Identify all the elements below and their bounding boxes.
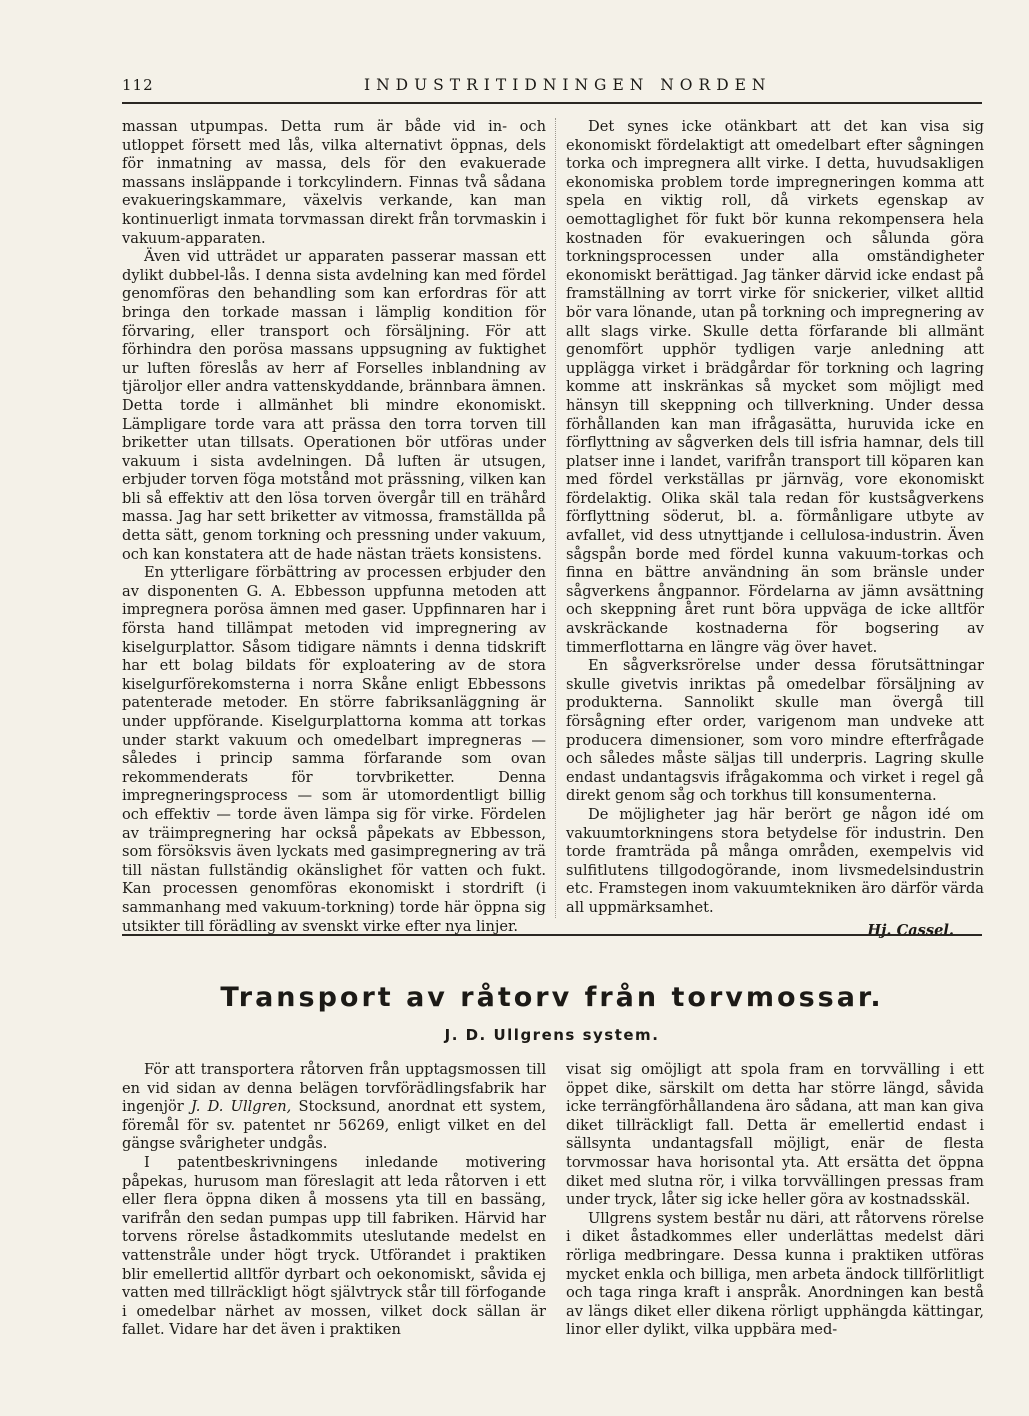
paragraph: Det synes icke otänkbart att det kan visa sig ekonomiskt fördelaktigt att omedelbart efter sågningen torka och impregnera allt virke. I detta, huvudsakligen ekonomiska problem torde impregneringen komma att spela en viktig roll, då virkets egenskap av oemottaglighet för fukt bör kunna rekompensera hela kostnaden för evakueringen och sålunda göra torkningsprocessen under alla omständigheter ekonomiskt berättigad. Jag tänker därvid icke endast på framställning av torrt virke för snickerier, vilket alltid bör vara lönande, utan på torkning och impregnering av allt slags virke. Skulle detta förfarande bli allmänt genomfört upphör tydligen varje anledning att upplägga virket i brädgårdar för torkning och lagring komme att inskränkas så mycket som möjligt med hänsyn till skeppning och tillverkning. Under dessa förhållanden kan man ifrågasätta, huruvida icke en förflyttning av sågverken dels till isfria hamnar, dels till platser inne i landet, varifrån transport till köparen kan med fördel verkställas pr järnväg, vore ekonomiskt fördelaktig. Olika skäl tala redan för kustsågverkens förflyttning söderut, bl. a. förmånligare utbyte av avfallet, vid dess utnyttjande i cellulosa-industrin. Även sågspån borde med fördel kunna vakuum-torkas och finna en bättre användning än som bränsle under sågverkens ångpannor. Fördelarna av jämn avsättning och skeppning året runt böra uppväga de icke alltför avskräckande kostnaderna för bogsering av timmerflottarna en längre väg över havet. (566, 118, 984, 656)
column-bottom-right (566, 1061, 984, 1340)
column-top-left (122, 118, 546, 936)
paragraph: I patentbeskrivningens inledande motivering påpekas, hurusom man föreslagit att leda råtorven i ett eller flera öppna diken å mossens yta till en bassäng, varifrån den sedan pumpas upp till fabriken. Härvid har torvens rörelse åstadkommits uteslutande medelst en vattenstråle under högt tryck. Utförandet i praktiken blir emellertid alltför dyrbart och oekonomiskt, såvida ej vatten med tillräckligt högt självtryck står till förfogande i omedelbar närhet av mossen, vilket dock sällan är fallet. Vidare har det även i praktiken (122, 1153, 546, 1339)
article-title: Transport av råtorv från torvmossar. (220, 982, 884, 1013)
article-subtitle: J. D. Ullgrens system. (444, 1026, 660, 1044)
column-divider (555, 118, 556, 918)
running-title: INDUSTRITIDNINGEN NORDEN (364, 76, 772, 94)
paragraph: Ullgrens system består nu däri, att råtorvens rörelse i diket åstadkommes eller underlättas medelst däri rörliga medbringare. Dessa kunna i praktiken utföras mycket enkla och billiga, men arbeta ändock tillförlitligt och taga ringa kraft i anspråk. Anordningen kan bestå av längs diket eller dikena rörligt upphängda kättingar, linor eller dylikt, vilka uppbära med- (566, 1209, 984, 1339)
inventor-name: J. D. Ullgren, (190, 1098, 292, 1116)
page-number: 112 (122, 76, 154, 94)
paragraph: En sågverksrörelse under dessa förutsättningar skulle givetvis inriktas på omedelbar försäljning av produkterna. Sannolikt skulle man övergå till försågning efter order, varigenom man undveke att producera dimensioner, som voro mindre efterfrågade och således måste säljas till underpris. Lagring skulle endast undantagsvis ifrågakomma och virket i regel gå direkt genom såg och torkhus till konsumenterna. (566, 657, 984, 805)
running-header (122, 76, 982, 102)
paragraph: De möjligheter jag här berört ge någon idé om vakuumtorkningens stora betydelse för industrin. Den torde framträda på många områden, exempelvis vid sulfitlutens tillgodogörande, inom livsmedelsindustrin etc. Framstegen inom vakuumtekniken äro därför värda all uppmärksamhet. (566, 805, 984, 916)
paragraph: visat sig omöjligt att spola fram en torvvälling i ett öppet dike, särskilt om detta har större längd, såvida icke terrängförhållandena äro sådana, att man kan giva diket tillräckligt fall. Detta är emellertid endast i sällsynta undantagsfall möjligt, enär de flesta torvmossar hava horisontal yta. Att ersätta det öppna diket med slutna rör, i vilka torvvällingen pressas fram under tryck, låter sig icke heller göra av kostnadsskäl. (566, 1061, 984, 1209)
text-run: Stocksund, anordnat ett system, föremål för sv. patentet nr 56269, enligt vilket en del gängse svårigheter undgås. (122, 1098, 546, 1153)
paragraph: En ytterligare förbättring av processen erbjuder den av disponenten G. A. Ebbesson uppfunna metoden att impregnera porösa ämnen med gaser. Uppfinnaren har i första hand tillämpat metoden vid impregnering av kiselgurplattor. Såsom tidigare nämnts i denna tidskrift har ett bolag bildats för exploatering av de stora kiselgurförekomsterna i norra Skåne enligt Ebbessons patenterade metoder. En större fabriksanläggning är under uppförande. Kiselgurplattorna komma att torkas under starkt vakuum och omedelbart impregneras — således i princip samma förfarande som ovan rekommenderats för torvbriketter. Denna impregneringsprocess — som är utomordentligt billig och effektiv — torde även lämpa sig för virke. Fördelen av träimpregnering har också påpekats av Ebbesson, som försöksvis även lyckats med gasimpregnering av trä till nästan fullständig okänslighet för vatten och fukt. Kan processen genomföras ekonomiskt i stordrift (i sammanhang med vakuum-torkning) torde här öppna sig utsikter till förädling av svenskt virke efter nya linjer. (122, 564, 546, 935)
text-run: För att transportera råtorven från upptagsmossen till en vid sidan av denna belägen torvförädlingsfabrik har ingenjör (122, 1061, 546, 1116)
author-signature: Hj. Cassel. (867, 921, 954, 939)
paragraph (122, 1061, 546, 1154)
header-rule (122, 102, 982, 104)
column-bottom-left (122, 1061, 546, 1340)
paragraph: massan utpumpas. Detta rum är både vid in- och utloppet försett med lås, vilka alternativt öppnas, dels för inmatning av massa, dels för den evakuerade massans insläppande i torkcylindern. Finnas två sådana evakueringskammare, växelvis verkande, kan man kontinuerligt inmata torvmassan direkt från torvmaskin i vakuum-apparaten. (122, 118, 546, 247)
section-divider (122, 934, 982, 936)
column-top-right (566, 118, 984, 940)
paragraph: Även vid utträdet ur apparaten passerar massan ett dylikt dubbel-lås. I denna sista avdelning kan med fördel genomföras den behandling som kan erfordras för att bringa den torkade massan i lämplig kondition för förvaring, eller transport och försäljning. För att förhindra den porösa massans uppsugning av fuktighet ur luften föreslås av herr af Forselles inblandning av tjäroljor eller andra vattenskyddande, brännbara ämnen. Detta torde i allmänhet bli mindre ekonomiskt. Lämpligare torde vara att prässa den torra torven till briketter utan tillsats. Operationen bör utföras under vakuum i sista avdelningen. Då luften är utsugen, erbjuder torven föga motstånd mot prässning, vilken kan bli så effektiv att den lösa torven övergår till en trähård massa. Jag har sett briketter av vitmossa, framställda på detta sätt, genom torkning och pressning under vakuum, och kan konstatera att de hade nästan träets konsistens. (122, 248, 546, 563)
